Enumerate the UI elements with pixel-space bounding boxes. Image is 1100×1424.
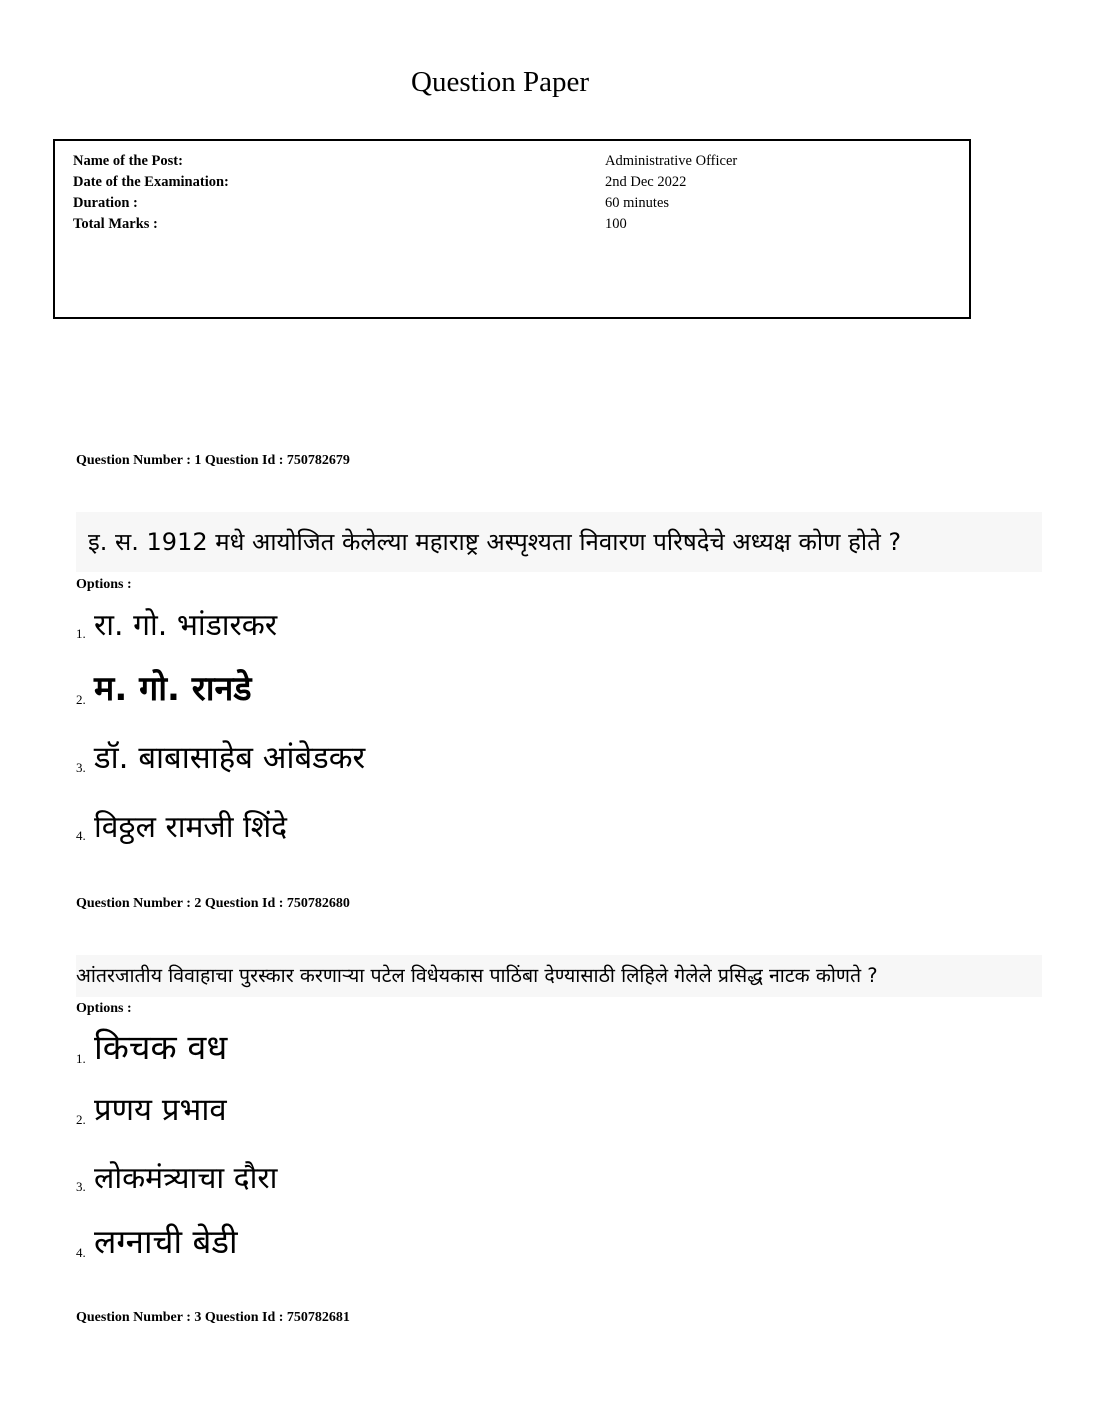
option-item[interactable] (76, 1074, 676, 1130)
option-number: 4. (76, 1245, 86, 1260)
options-label: Options : (76, 1001, 132, 1016)
option-text: विठ्ठल रामजी शिंदे (94, 810, 288, 845)
info-value: 100 (605, 216, 627, 232)
options-label: Options : (76, 577, 132, 592)
option-number: 1. (76, 1051, 86, 1066)
exam-info-row-date (73, 174, 953, 195)
page-title: Question Paper (411, 66, 589, 98)
exam-info-box (53, 139, 971, 319)
info-value: 2nd Dec 2022 (605, 174, 687, 190)
option-number: 4. (76, 828, 86, 843)
option-item[interactable] (76, 790, 676, 846)
question-text: इ. स. 1912 मधे आयोजित केलेल्या महाराष्ट्र अस्पृश्यता निवारण परिषदेचे अध्यक्ष कोण होते ? (76, 512, 1042, 572)
option-text: म. गो. रानडे (94, 669, 252, 709)
info-label: Date of the Examination: (73, 174, 229, 190)
option-text: किचक वध (94, 1028, 228, 1068)
option-item[interactable] (76, 1141, 676, 1197)
info-value: Administrative Officer (605, 153, 738, 169)
option-number: 3. (76, 1179, 86, 1194)
option-text: डॉ. बाबासाहेब आंबेडकर (94, 740, 366, 776)
question-header: Question Number : 2 Question Id : 750782680 (76, 896, 350, 911)
question-header: Question Number : 1 Question Id : 750782679 (76, 453, 350, 468)
exam-info-row-duration (73, 195, 953, 216)
option-item[interactable] (76, 722, 676, 778)
option-number: 2. (76, 692, 86, 707)
info-label: Total Marks : (73, 216, 158, 232)
option-item[interactable] (76, 654, 676, 710)
option-number: 1. (76, 626, 86, 641)
option-text: रा. गो. भांडारकर (94, 608, 278, 643)
question-text: आंतरजातीय विवाहाचा पुरस्कार करणाऱ्या पटेल विधेयकास पाठिंबा देण्यासाठी लिहिले गेलेले प्रसिद्ध नाटक कोणते ? (76, 955, 1042, 997)
option-text: प्रणय प्रभाव (94, 1092, 227, 1128)
exam-info-row-post (73, 153, 953, 174)
option-item[interactable] (76, 1207, 676, 1263)
info-label: Name of the Post: (73, 153, 183, 169)
option-text: लग्नाची बेडी (94, 1222, 238, 1261)
option-number: 3. (76, 760, 86, 775)
option-text: लोकमंत्र्याचा दौरा (94, 1161, 278, 1196)
option-item[interactable] (76, 1013, 676, 1069)
info-value: 60 minutes (605, 195, 670, 211)
exam-info-row-marks (73, 216, 953, 237)
info-label: Duration : (73, 195, 138, 211)
option-item[interactable] (76, 588, 676, 644)
question-header: Question Number : 3 Question Id : 750782681 (76, 1310, 350, 1325)
option-number: 2. (76, 1112, 86, 1127)
